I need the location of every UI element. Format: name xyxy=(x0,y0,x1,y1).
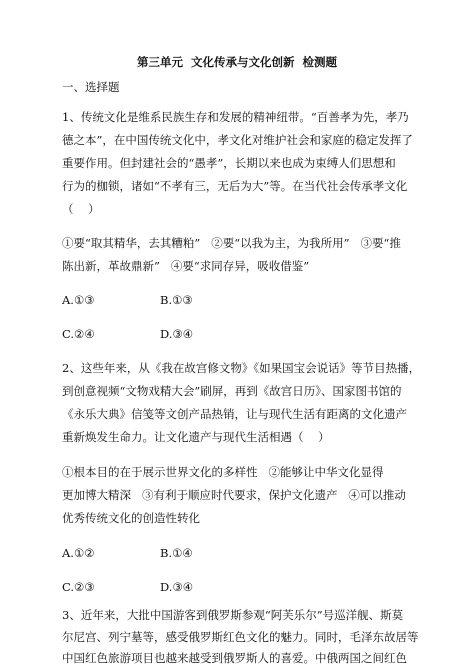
option-statement-line: ①根本目的在于展示世界文化的多样性 ②能够让中华文化显得 xyxy=(62,465,384,479)
question-3-stem xyxy=(62,605,419,670)
answer-choice-a: A.①③ xyxy=(62,293,95,307)
question-1-statements xyxy=(62,232,401,278)
question-2-statements xyxy=(62,461,406,530)
answer-choice-c: C.②③ xyxy=(62,580,95,594)
question-2-choices-row xyxy=(62,576,362,598)
question-stem-line: 2、这些年来，从《我在故宫修文物》《如果国宝会说话》等节目热播， xyxy=(62,361,421,375)
option-statement-line: 更加博大精深 ③有利于顺应时代要求，保护文化遗产 ④可以推动 xyxy=(62,488,406,502)
section-heading-text: 一、选择题 xyxy=(62,80,120,94)
section-heading xyxy=(62,76,120,98)
answer-choice-d: D.③④ xyxy=(160,327,194,341)
option-statement-line: 优秀传统文化的创造性转化 xyxy=(62,511,200,525)
answer-choice-a: A.①② xyxy=(62,546,95,560)
question-1-choices-row xyxy=(62,323,362,345)
question-2-choices-row xyxy=(62,542,362,564)
question-stem-line: 尔尼宫、列宁墓等，感受俄罗斯红色文化的魅力。同时，毛泽东故居等 xyxy=(62,629,419,644)
option-statement-line: ①要“取其精华，去其糟粕” ②要“以我为主，为我所用” ③要“推 xyxy=(62,236,401,250)
question-stem-line: 到创意视频“文物戏精大会”刷屏，再到《故宫日历》、国家图书馆的 xyxy=(62,384,402,398)
answer-choice-d: D.③④ xyxy=(160,580,194,594)
answer-choice-b: B.①④ xyxy=(160,546,193,560)
answer-choice-b: B.①③ xyxy=(160,293,193,307)
question-stem-line: 3、近年来，大批中国游客到俄罗斯参观“阿芙乐尔”号巡洋舰、斯莫 xyxy=(62,608,404,622)
page-title: 第三单元 文化传承与文化创新 检测题 xyxy=(136,55,337,69)
answer-choice-c: C.②④ xyxy=(62,327,95,341)
question-stem-line: 重要作用。但封建社会的“愚孝”，长期以来也成为束缚人们思想和 xyxy=(62,156,396,170)
question-stem-line: 重新焕发生命力。让文化遗产与现代生活相遇（ ） xyxy=(62,430,330,444)
question-stem-line: 1、传统文化是维系民族生存和发展的精神纽带。“百善孝为先，孝乃 xyxy=(62,110,409,124)
option-statement-line: 陈出新，革故鼎新” ④要“求同存异，吸收借鉴” xyxy=(62,259,310,273)
question-2-stem xyxy=(62,357,420,449)
question-stem-line: 《永乐大典》信笺等文创产品热销，让与现代生活有距离的文化遗产 xyxy=(62,407,407,421)
question-1-stem xyxy=(62,106,413,221)
answer-blank: （ ） xyxy=(62,202,100,216)
question-1-choices-row xyxy=(62,289,362,311)
question-stem-line: 中国红色旅游项目也越来越受到俄罗斯人的喜爱。中俄两国之间红色 xyxy=(62,651,407,665)
question-stem-line: 德之本”，在中国传统文化中，孝文化对维护社会和家庭的稳定发挥了 xyxy=(62,133,413,147)
question-stem-line: 行为的枷锁，诸如“不孝有三，无后为大”等。在当代社会传承孝文化 xyxy=(62,179,408,193)
